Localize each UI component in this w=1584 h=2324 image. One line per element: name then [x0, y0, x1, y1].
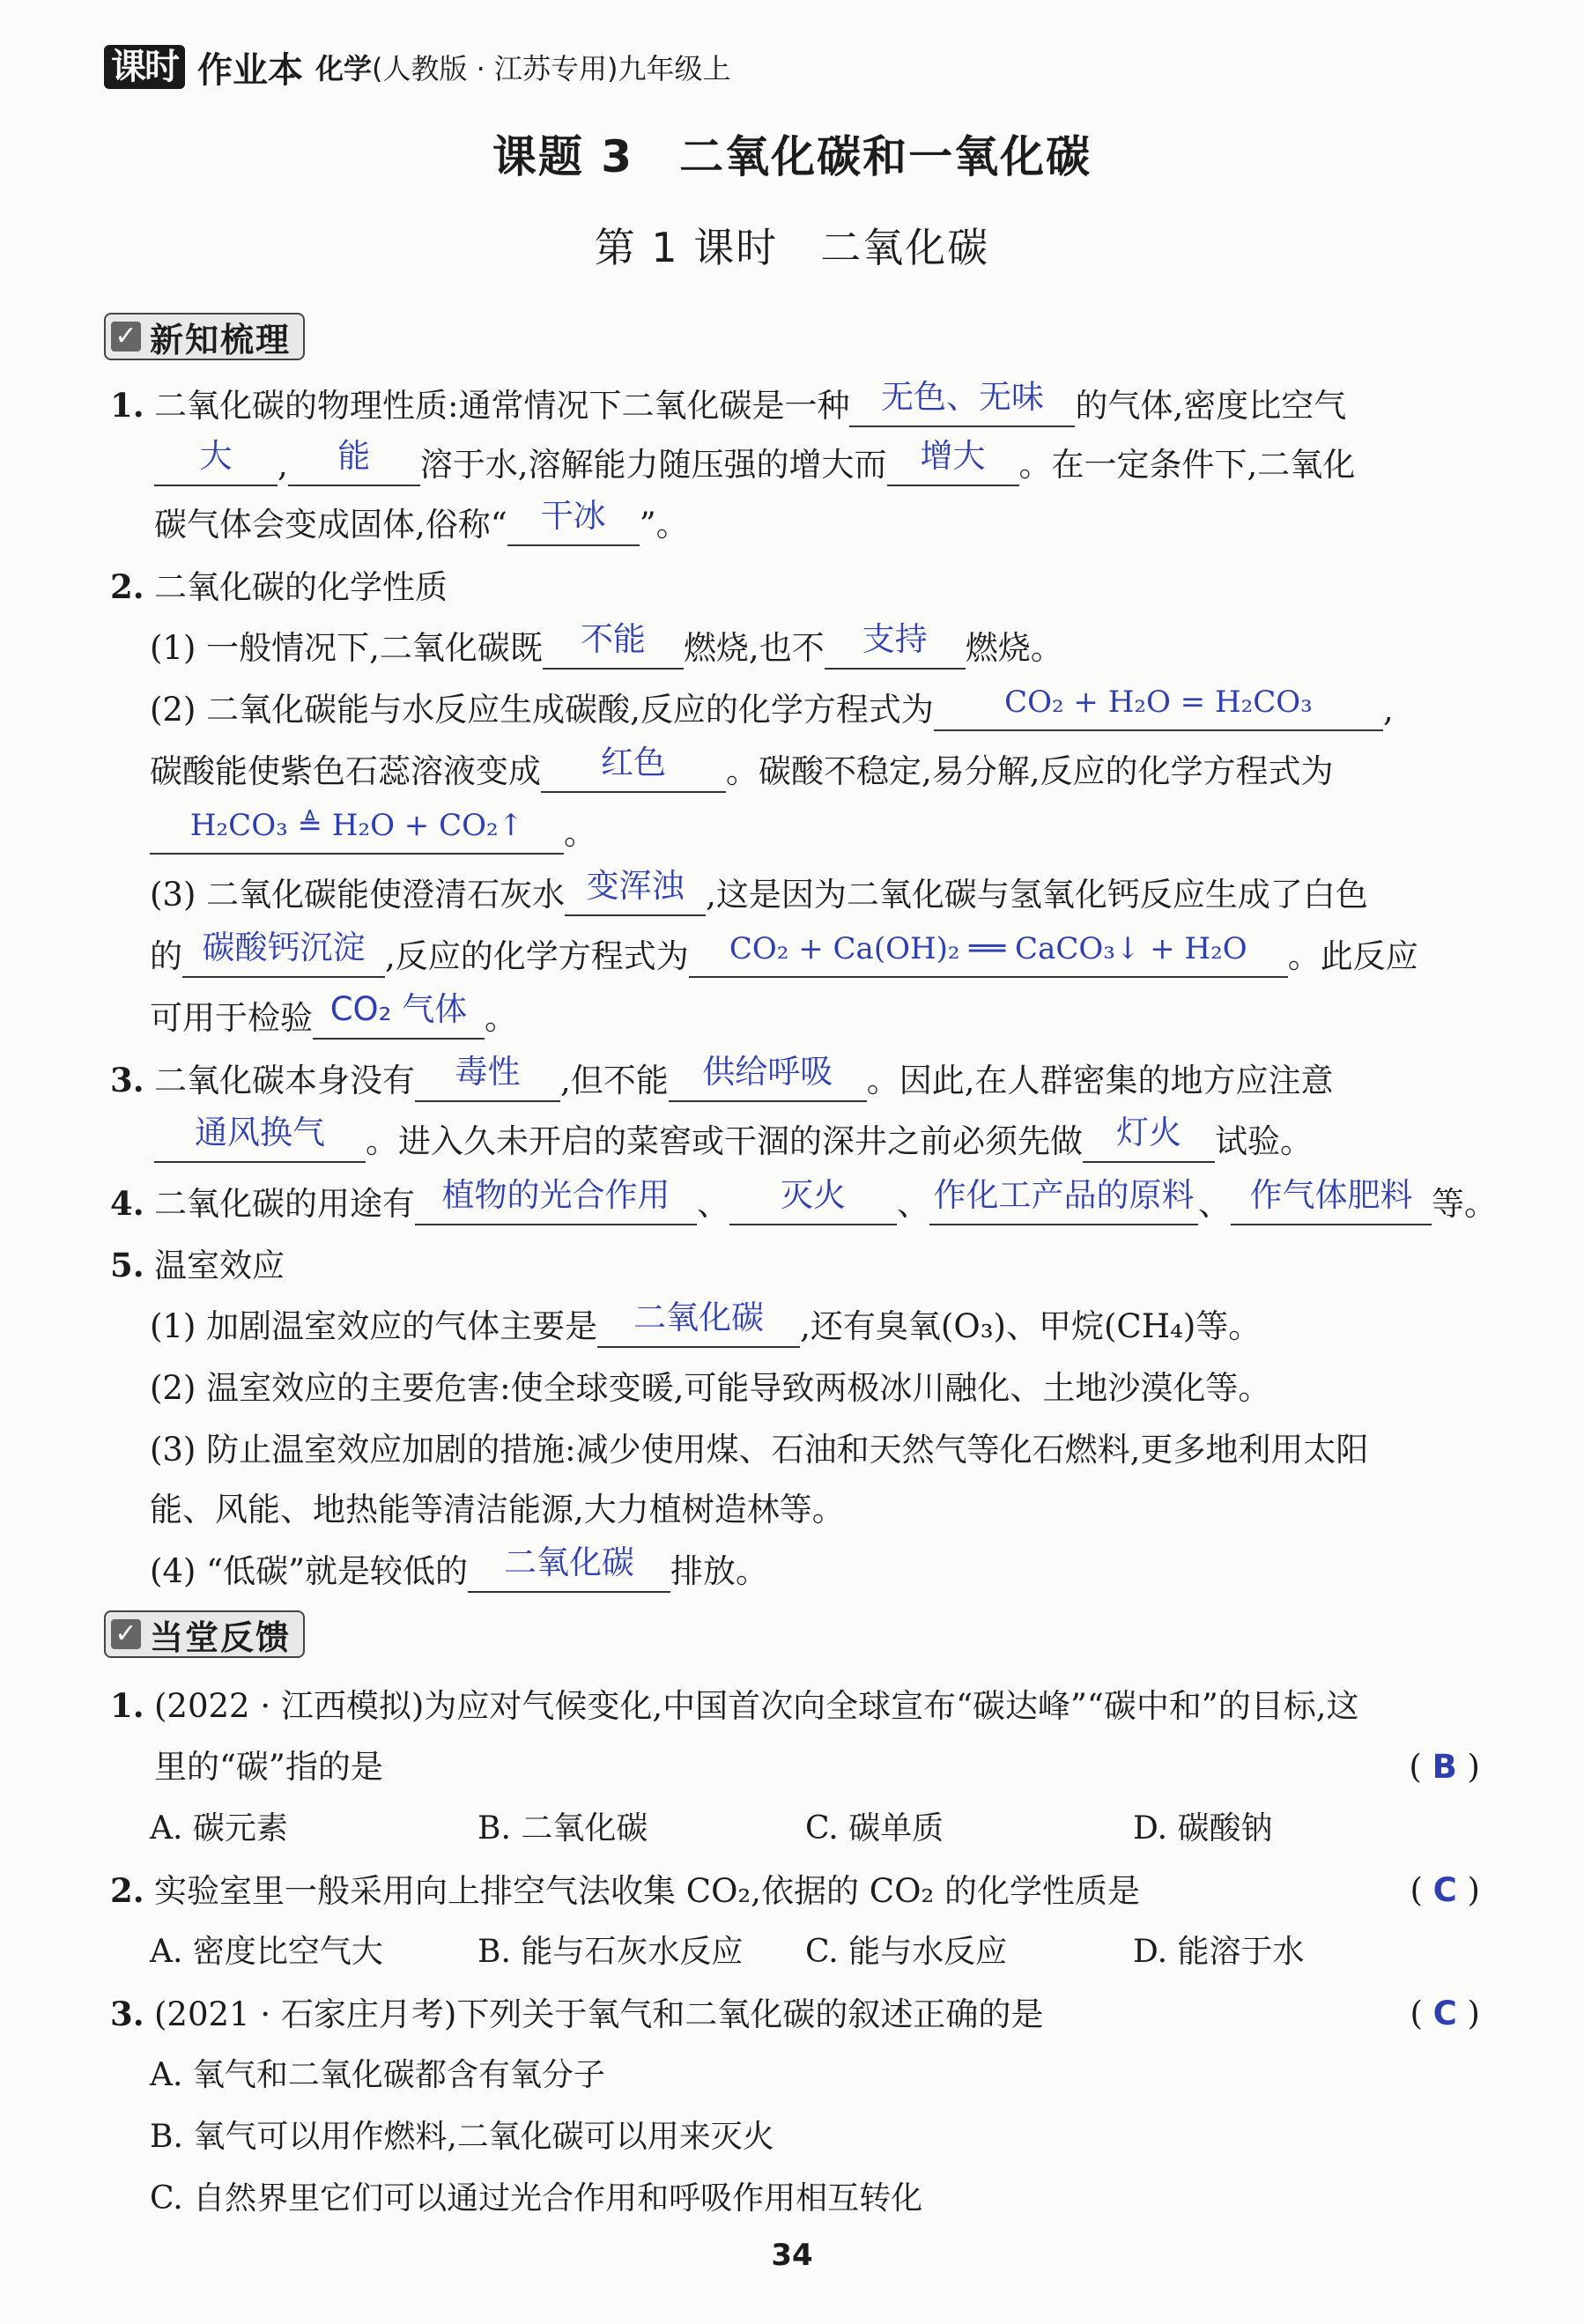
question-2-part-2-line-2: 碳酸能使紫色石蕊溶液变成 红色 。碳酸不稳定,易分解,反应的化学方程式为 [150, 751, 1480, 793]
page-number: 34 [771, 2238, 813, 2273]
answer: C [1432, 1995, 1457, 2032]
question-2-part-2-line-3: H₂CO₃ ≜ H₂O + CO₂↑ 。 [150, 812, 1480, 855]
feedback-3-option-b: B. 氧气可以用作燃料,二氧化碳可以用来灭火 [150, 2119, 774, 2155]
question-5-part-2: (2) 温室效应的主要危害:使全球变暖,可能导致两极冰川融化、土地沙漠化等。 [150, 1369, 1271, 1407]
answer: 毒性 [455, 1053, 521, 1091]
section-header-class-feedback: ✓ 当堂反馈 [104, 1610, 305, 1658]
question-4: 4. 二氧化碳的用途有 植物的光合作用 、 灭火 、 作化工产品的原料 、 作气体肥料 等。 [110, 1182, 1480, 1225]
option-d: D. 能溶于水 [1133, 1934, 1305, 1970]
question-1-line-2: 大 , 能 溶于水,溶解能力随压强的增大而 增大 。在一定条件下,二氧化 [110, 444, 1480, 486]
answer-equation: H₂CO₃ ≜ H₂O + CO₂↑ [189, 808, 524, 843]
feedback-3-line-1: 3. (2021 · 石家庄月考)下列关于氧气和二氧化碳的叙述正确的是 ( C ) [110, 1995, 1480, 2033]
answer-equation: CO₂ + Ca(OH)₂ ══ CaCO₃↓ + H₂O [729, 931, 1247, 966]
answer: 无色、无味 [880, 378, 1044, 416]
option-c: C. 碳单质 [805, 1810, 944, 1847]
answer: 增大 [920, 437, 986, 475]
answer: 作气体肥料 [1249, 1176, 1413, 1214]
option-b: B. 二氧化碳 [477, 1810, 648, 1847]
feedback-3-option-a: A. 氧气和二氧化碳都含有氧分子 [150, 2057, 605, 2093]
answer-bracket: ( C ) [1410, 1871, 1480, 1909]
question-2-part-1: (1) 一般情况下,二氧化碳既 不能 燃烧,也不 支持 燃烧。 [150, 627, 1480, 670]
answer-equation: CO₂ + H₂O = H₂CO₃ [1004, 685, 1313, 720]
lesson-subtitle: 第 1 课时 二氧化碳 [594, 224, 990, 271]
answer: 能 [337, 437, 371, 475]
header [104, 44, 731, 90]
book-brand: 作业本 [197, 49, 303, 91]
answer: 变浑浊 [586, 867, 685, 905]
question-3-line-2: 通风换气 。进入久未开启的菜窖或干涸的深井之前必须先做 灯火 试验。 [110, 1121, 1480, 1163]
option-a: A. 碳元素 [150, 1810, 288, 1847]
book-logo: 课时 [104, 45, 185, 89]
lesson-title: 课题 3 二氧化碳和一氧化碳 [492, 131, 1092, 182]
question-3-line-1: 3. 二氧化碳本身没有 毒性 ,但不能 供给呼吸 。因此,在人群密集的地方应注意 [110, 1059, 1480, 1102]
feedback-1-line-1: 1. (2022 · 江西模拟)为应对气候变化,中国首次向全球宣布“碳达峰”“碳中和”的目标,这 [110, 1686, 1359, 1725]
feedback-2-options [150, 1931, 1480, 1973]
answer: B [1432, 1748, 1457, 1786]
question-2-head: 2. 二氧化碳的化学性质 [110, 567, 448, 606]
checkbox-icon: ✓ [111, 1619, 141, 1649]
answer-bracket: ( C ) [1410, 1995, 1480, 2032]
answer: 干冰 [540, 497, 606, 535]
option-c: C. 能与水反应 [805, 1934, 1008, 1970]
option-a: A. 密度比空气大 [150, 1934, 383, 1970]
answer: 作化工产品的原料 [933, 1176, 1195, 1214]
answer: 灯火 [1116, 1114, 1181, 1151]
question-5-head: 5. 温室效应 [110, 1246, 285, 1284]
question-2-part-3-line-2: 的 碳酸钙沉淀 ,反应的化学方程式为 CO₂ + Ca(OH)₂ ══ CaCO₃↓ + H₂O 。此反应 [150, 936, 1480, 978]
answer: 支持 [862, 620, 928, 658]
answer: 供给呼吸 [702, 1053, 833, 1091]
section-header-new-knowledge: ✓ 新知梳理 [104, 313, 305, 360]
question-1-line-3: 碳气体会变成固体,俗称“ 干冰 ”。 [110, 504, 1480, 546]
answer: 不能 [580, 620, 646, 658]
answer-bracket: ( B ) [1409, 1748, 1480, 1786]
question-2-part-3-line-1: (3) 二氧化碳能使澄清石灰水 变浑浊 ,这是因为二氧化碳与氢氧化钙反应生成了白色 [150, 874, 1480, 916]
question-5-part-3-line-2: 能、风能、地热能等清洁能源,大力植树造林等。 [150, 1491, 845, 1528]
feedback-1-line-2: 里的“碳”指的是 ( B ) [110, 1746, 1480, 1788]
answer: 通风换气 [195, 1114, 325, 1151]
question-2-part-3-line-3: 可用于检验 CO₂ 气体 。 [150, 997, 1480, 1040]
book-subject: 化学(人教版 · 江苏专用)九年级上 [315, 52, 731, 85]
answer: 灭火 [781, 1176, 846, 1214]
answer: 二氧化碳 [504, 1543, 635, 1581]
answer: C [1432, 1871, 1457, 1909]
feedback-1-options [150, 1808, 1480, 1850]
answer: 植物的光合作用 [441, 1176, 670, 1214]
answer: 红色 [601, 744, 666, 781]
feedback-3-option-c: C. 自然界里它们可以通过光合作用和呼吸作用相互转化 [150, 2180, 923, 2217]
question-5-part-3-line-1: (3) 防止温室效应加剧的措施:减少使用煤、石油和天然气等化石燃料,更多地利用太阳 [150, 1431, 1369, 1469]
answer: 碳酸钙沉淀 [202, 929, 366, 966]
question-1-line-1: 1. 二氧化碳的物理性质:通常情况下二氧化碳是一种 无色、无味 的气体,密度比空气 [110, 384, 1480, 427]
option-b: B. 能与石灰水反应 [477, 1934, 744, 1970]
answer: 二氧化碳 [633, 1299, 765, 1336]
question-5-part-4: (4) “低碳”就是较低的 二氧化碳 排放。 [150, 1551, 1480, 1593]
feedback-2-line-1: 2. 实验室里一般采用向上排空气法收集 CO₂,依据的 CO₂ 的化学性质是 ( C ) [110, 1871, 1480, 1910]
question-2-part-2-line-1: (2) 二氧化碳能与水反应生成碳酸,反应的化学方程式为 CO₂ + H₂O = H₂CO₃ , [150, 689, 1480, 731]
option-d: D. 碳酸钠 [1133, 1810, 1273, 1847]
checkbox-icon: ✓ [111, 322, 141, 352]
answer: 大 [199, 437, 233, 475]
answer: CO₂ 气体 [329, 990, 468, 1028]
question-5-part-1: (1) 加剧温室效应的气体主要是 二氧化碳 ,还有臭氧(O₃)、甲烷(CH₄)等。 [150, 1306, 1480, 1348]
